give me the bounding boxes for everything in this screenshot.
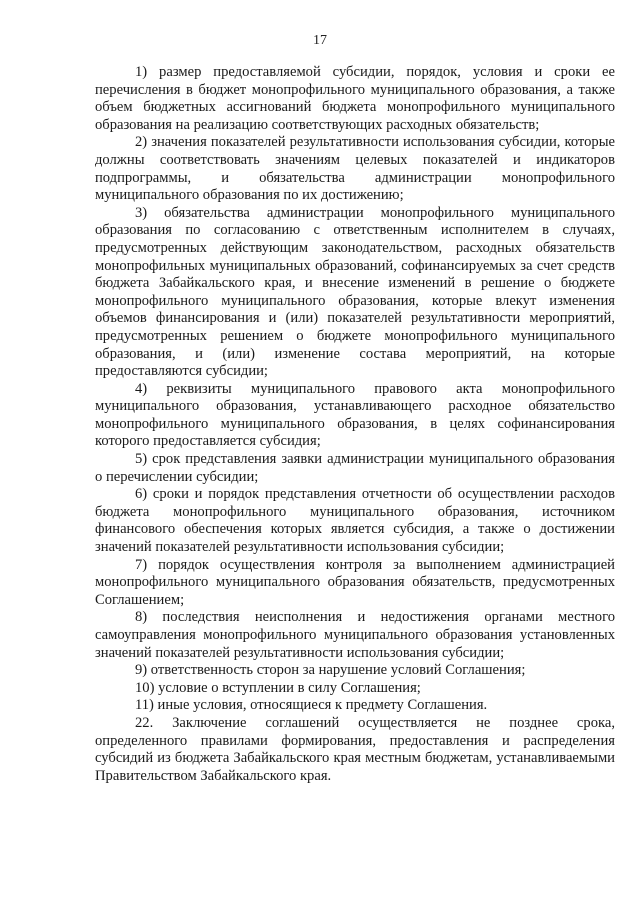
paragraph-item-9: 9) ответственность сторон за нарушение условий Соглашения; [135,662,526,679]
paragraph-item-8: 8) последствия неисполнения и недостижения органами местного самоуправления монопрофильного муниципального образования установленных значений показателей результативности использования субсидии; [95,609,615,661]
paragraph-item-6: 6) сроки и порядок представления отчетности об осуществлении расходов бюджета монопрофильного муниципального образования, источником финансового обеспечения которых является субсидия, а также о достижении значений показателей результативности использования субсидии; [95,486,615,556]
paragraph-item-10: 10) условие о вступлении в силу Соглашения; [135,679,421,696]
paragraph-section-22: 22. Заключение соглашений осуществляется не позднее срока, определенного правилами формирования, предоставления и распределения субсидий из бюджета Забайкальского края местным бюджетам, устанавливаемыми Правительством Забайкальского края. [95,714,615,784]
paragraph-item-7: 7) порядок осуществления контроля за выполнением администрацией монопрофильного муниципального образования обязательств, предусмотренных Соглашением; [95,556,615,608]
document-body [95,64,615,785]
paragraph-item-2: 2) значения показателей результативности использования субсидии, которые должны соответствовать значениям целевых показателей и индикаторов подпрограммы, и обязательства администрации монопрофильного муниципального образования по их достижению; [95,134,615,204]
paragraph-item-5: 5) срок представления заявки администрации муниципального образования о перечислении субсидии; [95,451,615,485]
page-number: 17 [313,33,327,48]
paragraph-item-3: 3) обязательства администрации монопрофильного муниципального образования по согласованию с ответственным исполнителем в случаях, предусмотренных действующим законодательством, расходных обязательств монопрофильных муниципальных образований, софинансируемых за счет средств бюджета Забайкальского края, и внесение изменений в решение о бюджете монопрофильного муниципального образования, которые влекут изменения объемов финансирования и (или) показателей результативности мероприятий, предусмотренных решением о бюджете монопрофильного муниципального образования, и (или) изменение состава мероприятий, на которые предоставляются субсидии; [95,204,615,380]
paragraph-item-11: 11) иные условия, относящиеся к предмету Соглашения. [135,697,488,714]
paragraph-item-1: 1) размер предоставляемой субсидии, порядок, условия и сроки ее перечисления в бюджет монопрофильного муниципального образования, а также объем бюджетных ассигнований бюджета монопрофильного муниципального образования на реализацию соответствующих расходных обязательств; [95,64,615,133]
paragraph-item-4: 4) реквизиты муниципального правового акта монопрофильного муниципального образования, устанавливающего расходное обязательство монопрофильного муниципального образования, в целях софинансирования которого предоставляется субсидия; [95,380,615,450]
